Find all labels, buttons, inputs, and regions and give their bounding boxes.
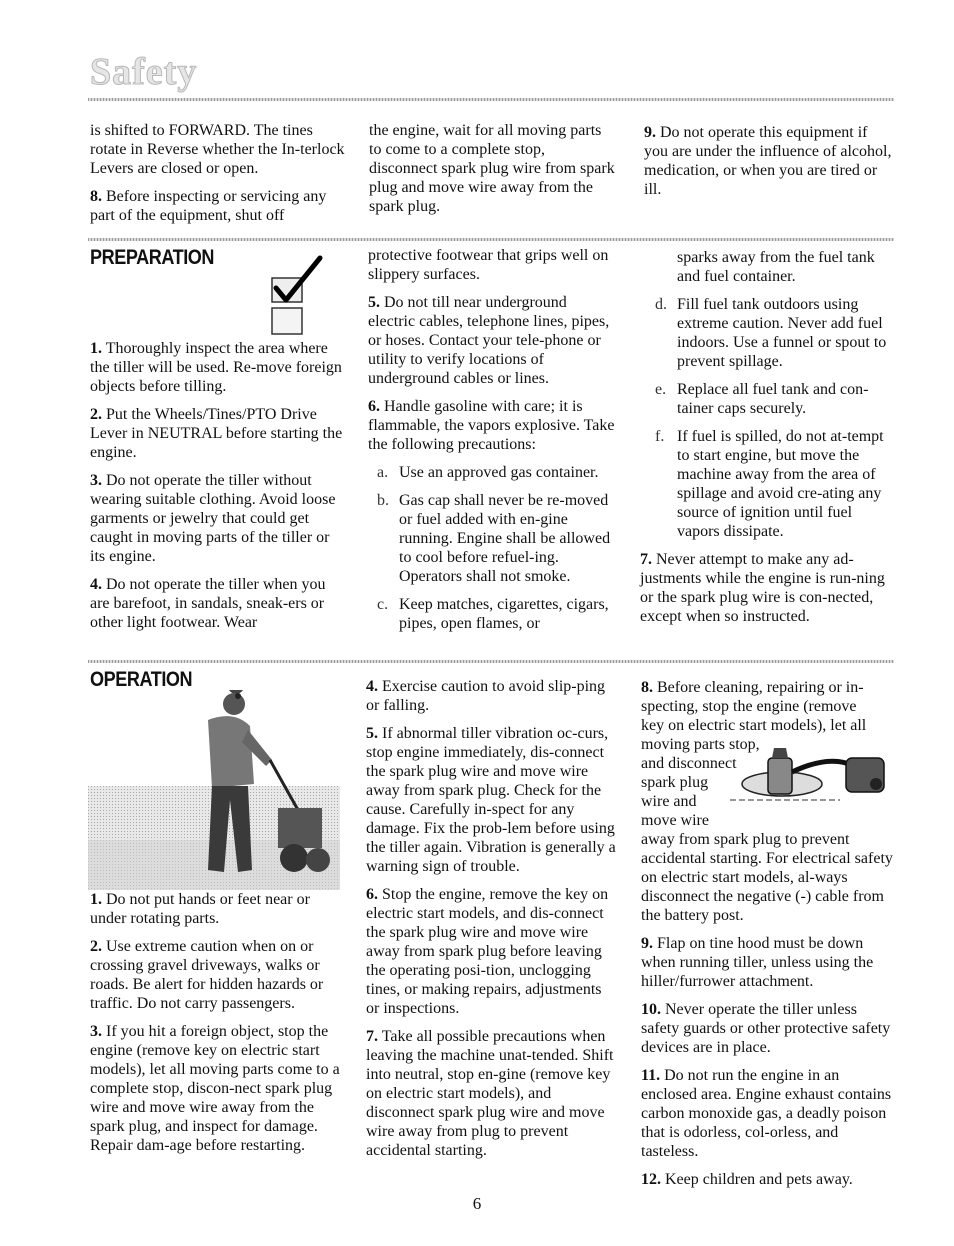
item-number: 3. [90, 1023, 102, 1040]
list-item [641, 1000, 895, 1057]
item-number: 1. [90, 340, 102, 357]
section-divider [88, 660, 894, 663]
item-text: Do not put hands or feet near or under rotating parts. [90, 891, 310, 927]
item-text: Thoroughly inspect the area where the tiller will be used. Re-move foreign objects before tilling. [90, 340, 342, 395]
sub-item-letter: c. [377, 596, 389, 613]
sub-item [368, 595, 616, 633]
sub-item-text: Replace all fuel tank and con-tainer caps securely. [677, 381, 869, 417]
sub-item-text: sparks away from the fuel tank and fuel container. [677, 249, 875, 285]
list-item [90, 471, 344, 566]
paragraph [368, 246, 616, 284]
item-number: 9. [641, 935, 653, 952]
operation-col2 [366, 677, 616, 1169]
sub-item-text: Use an approved gas container. [399, 464, 599, 481]
list-item [366, 885, 616, 1018]
list-item [90, 187, 346, 225]
item-text: Take all possible precautions when leaving the machine unat-tended. Shift into neutral, stop en-gine (remove key on electric start models), and disconnect spark plug wire and move wire away from plug to prevent accidental starting. [366, 1028, 614, 1159]
list-item [641, 934, 895, 991]
preparation-col1 [90, 339, 344, 641]
item-text: Put the Wheels/Tines/PTO Drive Lever in NEUTRAL before starting the engine. [90, 406, 343, 461]
list-item [644, 123, 892, 199]
item-number: 12. [641, 1171, 661, 1188]
item-number: 5. [368, 294, 380, 311]
item-text: Never operate the tiller unless safety guards or other protective safety devices are in place. [641, 1001, 891, 1056]
item-number: 9. [644, 124, 656, 141]
list-item [641, 1170, 895, 1189]
item-text-line: and disconnect [641, 755, 737, 772]
sub-item-letter: f. [655, 428, 665, 445]
sub-item-letter: a. [377, 464, 389, 481]
top-col2 [369, 121, 615, 225]
sub-item [368, 463, 616, 482]
item-number: 3. [90, 472, 102, 489]
item-text-line: moving parts stop, [641, 736, 760, 753]
sub-item-letter: b. [377, 492, 389, 509]
item-text: Keep children and pets away. [665, 1171, 853, 1188]
item-number: 1. [90, 891, 102, 908]
item-number: 6. [366, 886, 378, 903]
paragraph-text: protective footwear that grips well on slippery surfaces. [368, 247, 609, 283]
item-text-line: Before cleaning, repairing or in- [657, 679, 864, 696]
item-text-line: key on electric start models), let all [641, 717, 867, 734]
item-number: 8. [641, 679, 653, 696]
list-item [90, 575, 344, 632]
item-number: 4. [366, 678, 378, 695]
sub-item [646, 295, 894, 371]
top-col3 [644, 123, 892, 208]
sub-item [368, 491, 616, 586]
paragraph-text: the engine, wait for all moving parts to come to a complete stop, disconnect spark plug wire from spark plug and move wire away from the spark plug. [369, 122, 615, 215]
item-text: Do not operate this equipment if you are under the influence of alcohol, medication, or when you are tired or ill. [644, 124, 892, 198]
item-number: 6. [368, 398, 380, 415]
operation-heading: OPERATION [90, 668, 193, 691]
tiller-operator-illustration [88, 690, 340, 890]
sub-item-letter: e. [655, 381, 667, 398]
sub-item-text: If fuel is spilled, do not at-tempt to start engine, but move the machine away from the area of spillage and avoid cre-ating any source of ignition until fuel vapors dissipate. [677, 428, 884, 540]
item-number: 2. [90, 938, 102, 955]
paragraph [90, 121, 346, 178]
page-title: Safety [90, 51, 198, 93]
top-col1 [90, 121, 346, 234]
item-number: 8. [90, 188, 102, 205]
paragraph [369, 121, 615, 216]
sub-item-letter: d. [655, 296, 667, 313]
item-text: Do not run the engine in an enclosed area. Engine exhaust contains carbon monoxide gas, a deadly poison that is odorless, col-orless, and tasteless. [641, 1067, 892, 1160]
item-number: 2. [90, 406, 102, 423]
list-item [90, 890, 344, 928]
item-number: 5. [366, 725, 378, 742]
item-text: Use extreme caution when on or crossing gravel driveways, walks or roads. Be alert for hidden hazards or traffic. Do not carry passengers. [90, 938, 324, 1012]
list-item [90, 937, 344, 1013]
item-number: 7. [366, 1028, 378, 1045]
preparation-col3 [640, 248, 894, 635]
sub-item [646, 380, 894, 418]
item-text: Never attempt to make any ad-justments while the engine is run-ning or the spark plug wire is con-nected, except when so instructed. [640, 551, 885, 625]
item-number: 10. [641, 1001, 661, 1018]
list-item [640, 550, 894, 626]
preparation-col2 [368, 246, 616, 642]
item-text-line: spark plug [641, 774, 709, 791]
list-item [366, 677, 616, 715]
section-divider [88, 238, 894, 241]
page-number: 6 [472, 1194, 482, 1213]
sub-item-text: Keep matches, cigarettes, cigars, pipes, open flames, or [399, 596, 609, 632]
item-text: Flap on tine hood must be down when running tiller, unless using the hiller/furrower attachment. [641, 935, 874, 990]
preparation-heading: PREPARATION [90, 246, 215, 269]
sub-item-text: Fill fuel tank outdoors using extreme caution. Never add fuel indoors. Use a funnel or spout to prevent spillage. [677, 296, 887, 370]
item-text-line: wire and [641, 793, 697, 810]
sub-item-continued [646, 248, 894, 286]
item-number: 7. [640, 551, 652, 568]
item-text: Do not operate the tiller without wearing suitable clothing. Avoid loose garments or jewelry that could get caught in moving parts of the tiller or its engine. [90, 472, 336, 565]
item-text: Do not till near underground electric cables, telephone lines, pipes, or hoses. Contact your tele-phone or utility to verify locations of underground cables or lines. [368, 294, 610, 387]
section-divider [88, 98, 894, 101]
item-text: Stop the engine, remove the key on electric start models, and dis-connect the spark plug wire and move wire away from spark plug before leaving the operating posi-tion, unclogging tines, or making repairs, adjustments or inspections. [366, 886, 609, 1017]
list-item [90, 1022, 344, 1155]
item-text: If abnormal tiller vibration oc-curs, stop engine immediately, dis-connect the spark plug wire and move wire away from spark plug. Check for the cause. Carefully in-spect for any damage. Fix the prob-lem before using the tiller again. Vibration is generally a warning sign of trouble. [366, 725, 616, 875]
list-item [368, 293, 616, 388]
list-item [366, 724, 616, 876]
list-item [368, 397, 616, 454]
paragraph-text: is shifted to FORWARD. The tines rotate in Reverse whether the In-terlock Levers are closed or open. [90, 122, 345, 177]
item-text: Do not operate the tiller when you are barefoot, in sandals, sneak-ers or other light footwear. Wear [90, 576, 326, 631]
list-item [366, 1027, 616, 1160]
item-text-line: move wire [641, 812, 709, 829]
checklist-icon [270, 254, 330, 338]
item-text: away from spark plug to prevent accidental starting. For electrical safety on electric start models, al-ways disconnect the negative (-) cable from the battery post. [641, 831, 893, 924]
item-text: Before inspecting or servicing any part of the equipment, shut off [90, 188, 327, 224]
sub-item [646, 427, 894, 541]
item-text: If you hit a foreign object, stop the engine (remove key on electric start models), let all moving parts come to a complete stop, discon-nect spark plug wire and move wire away from the spark plug, and inspect for damage. Repair dam-age before restarting. [90, 1023, 340, 1154]
list-item [641, 1066, 895, 1161]
item-text: Exercise caution to avoid slip-ping or falling. [366, 678, 606, 714]
sub-item-text: Gas cap shall never be re-moved or fuel added with en-gine running. Engine shall be allowed to cool before refuel-ing. Operators shall not smoke. [399, 492, 611, 585]
spark-plug-wire-illustration [730, 744, 892, 816]
operation-col1 [90, 890, 344, 1164]
list-item [90, 405, 344, 462]
list-item [90, 339, 344, 396]
item-text: Handle gasoline with care; it is flammable, the vapors explosive. Take the following precautions: [368, 398, 615, 453]
item-number: 11. [641, 1067, 661, 1084]
item-number: 4. [90, 576, 102, 593]
item-text-line: specting, stop the engine (remove [641, 698, 857, 715]
